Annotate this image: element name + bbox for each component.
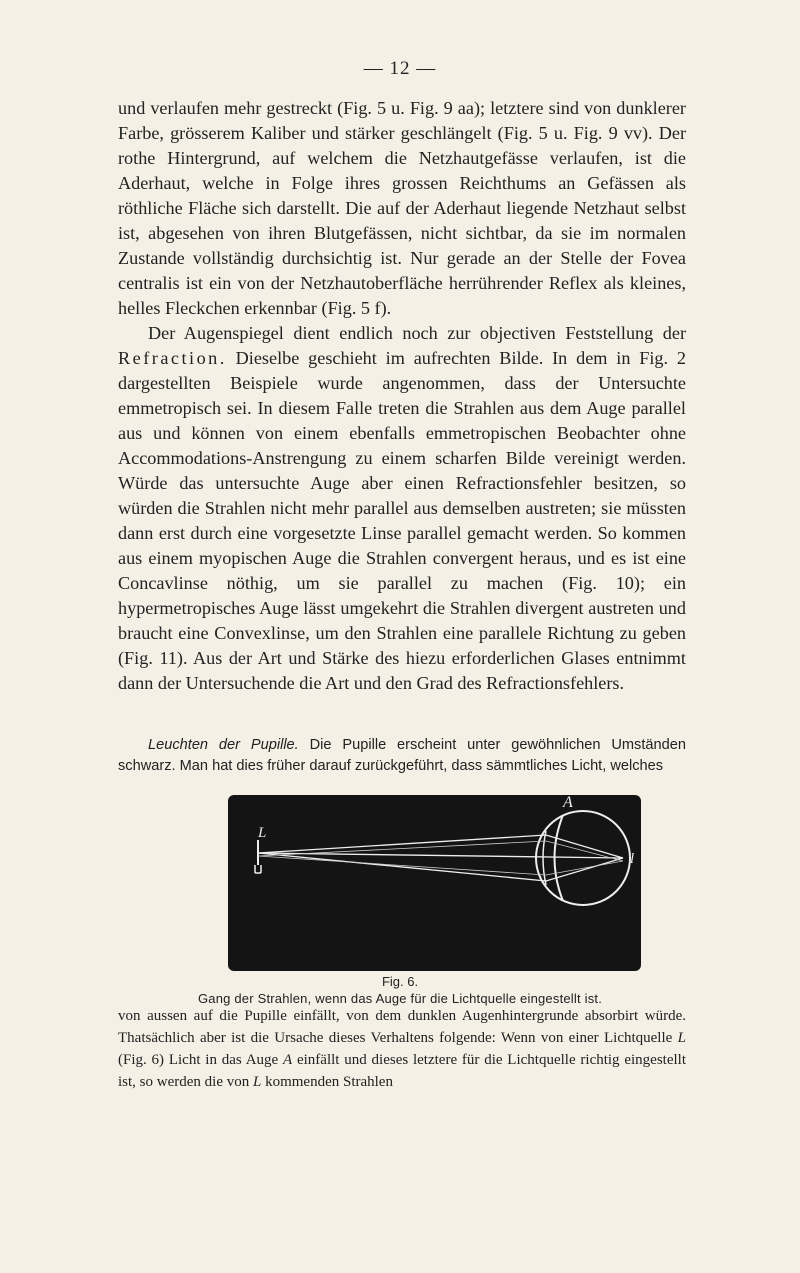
note-text: Die Pupille erscheint unter gewöhnlichen Umständen schwarz. Man hat dies früher darauf zurückgeführt, dass sämmtliches Licht, welches bbox=[118, 737, 686, 774]
label-l: l bbox=[630, 851, 635, 867]
label-L: L bbox=[258, 825, 267, 841]
paragraph-refraction bbox=[118, 321, 686, 696]
continuation-part-1: von aussen auf die Pupille einfällt, von dem dunklen Augenhintergrunde absorbirt würde. Thatsächlich aber ist die Ursache dieses Verhaltens folgende: Wenn von einer Lichtquelle bbox=[118, 1008, 686, 1046]
figure-6 bbox=[228, 795, 641, 971]
note-pupil bbox=[118, 735, 686, 777]
symbol-L-2: L bbox=[252, 1074, 262, 1090]
ray-diagram bbox=[228, 795, 641, 971]
main-text bbox=[118, 96, 686, 696]
refraction-intro: Der Augenspiegel dient endlich noch zur objectiven Feststellung der bbox=[148, 323, 686, 343]
continuation-part-2: (Fig. 6) Licht in das Auge bbox=[118, 1052, 279, 1068]
figure-number: Fig. 6. bbox=[381, 974, 419, 989]
continuation-text bbox=[118, 1005, 686, 1093]
figure-background bbox=[228, 795, 641, 971]
continuation-part-4: kommenden Strahlen bbox=[265, 1074, 393, 1090]
note-heading: Leuchten der Pupille. bbox=[148, 737, 299, 753]
refraction-term: Refraction. bbox=[118, 348, 227, 368]
paragraph-vessels: und verlaufen mehr gestreckt (Fig. 5 u. Fig. 9 aa); letztere sind von dunklerer Farbe, grösserem Kaliber und stärker geschlängelt (Fig. 5 u. Fig. 9 vv). Der rothe Hintergrund, auf welchem die Netzhautgefässe verlaufen, ist die Aderhaut, welche in Folge ihres grossen Reichthums an Gefässen als röthliche Fläche sich darstellt. Die auf der Aderhaut liegende Netzhaut selbst ist, abgesehen von ihren Blutgefässen, nicht sichtbar, da sie im normalen Zustande vollständig durchsichtig ist. Nur gerade an der Stelle der Fovea centralis ist ein von der Netzhautoberfläche herrührender Reflex als kleines, helles Fleckchen erkennbar (Fig. 5 f). bbox=[118, 98, 686, 318]
symbol-L-1: L bbox=[677, 1030, 686, 1046]
symbol-A: A bbox=[283, 1052, 293, 1068]
figure-caption: Gang der Strahlen, wenn das Auge für die Lichtquelle eingestellt ist. bbox=[197, 991, 603, 1006]
continuation-part-3: einfällt und dieses letztere für die Lichtquelle richtig eingestellt ist, so werden die von bbox=[118, 1052, 687, 1090]
page-number: — 12 — bbox=[363, 58, 437, 79]
refraction-rest: Dieselbe geschieht im aufrechten Bilde. In dem in Fig. 2 dargestellten Beispiele wurde angenommen, dass der Untersuchte emmetropisch sei. In diesem Falle treten die Strahlen aus dem Auge parallel aus und können von einem ebenfalls emmetropischen Beobachter ohne Accommodations-Anstrengung zu einem scharfen Bilde vereinigt werden. Würde das untersuchte Auge aber einen Refractionsfehler besitzen, so würden die Strahlen nicht mehr parallel aus demselben austreten; sie müssten dann erst durch eine vorgesetzte Linse parallel gemacht werden. So kommen aus einem myopischen Auge die Strahlen convergent heraus, und es ist eine Concavlinse nöthig, um sie parallel zu machen (Fig. 10); ein hypermetropisches Auge lässt umgekehrt die Strahlen divergent austreten und braucht eine Convexlinse, um den Strahlen eine parallele Richtung zu geben (Fig. 11). Aus der Art und Stärke des hiezu erforderlichen Glases entnimmt dann der Untersuchende die Art und den Grad des Refractionsfehlers. bbox=[118, 348, 687, 693]
label-A: A bbox=[563, 795, 573, 811]
